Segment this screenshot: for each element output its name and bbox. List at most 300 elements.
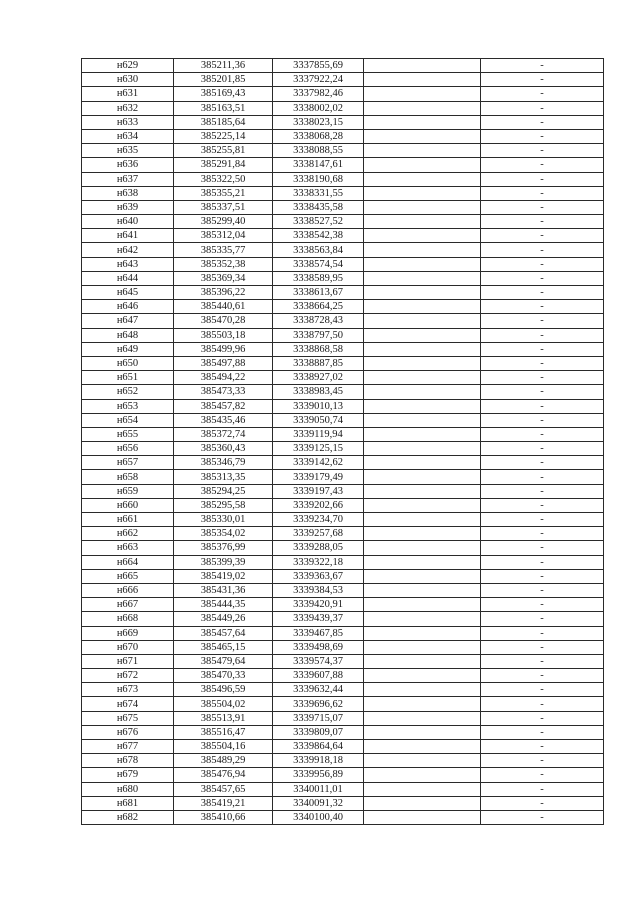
y-coordinate-cell: 3338435,58	[273, 200, 364, 214]
point-id-cell: н660	[82, 498, 174, 512]
table-row	[82, 385, 604, 399]
x-coordinate-cell: 385504,16	[174, 740, 273, 754]
y-coordinate-cell: 3340091,32	[273, 796, 364, 810]
point-id-cell: н630	[82, 73, 174, 87]
table-row	[82, 286, 604, 300]
table-row	[82, 612, 604, 626]
x-coordinate-cell: 385419,02	[174, 569, 273, 583]
point-id-cell: н662	[82, 527, 174, 541]
x-coordinate-cell: 385337,51	[174, 200, 273, 214]
dash-cell: -	[481, 754, 604, 768]
point-id-cell: н643	[82, 257, 174, 271]
table-row	[82, 583, 604, 597]
dash-cell: -	[481, 442, 604, 456]
dash-cell: -	[481, 768, 604, 782]
x-coordinate-cell: 385476,94	[174, 768, 273, 782]
dash-cell: -	[481, 243, 604, 257]
x-coordinate-cell: 385211,36	[174, 59, 273, 73]
x-coordinate-cell: 385352,38	[174, 257, 273, 271]
table-row	[82, 498, 604, 512]
table-row	[82, 158, 604, 172]
empty-cell	[364, 654, 481, 668]
point-id-cell: н663	[82, 541, 174, 555]
y-coordinate-cell: 3338887,85	[273, 356, 364, 370]
point-id-cell: н651	[82, 371, 174, 385]
table-row	[82, 144, 604, 158]
dash-cell: -	[481, 257, 604, 271]
table-row	[82, 598, 604, 612]
dash-cell: -	[481, 115, 604, 129]
table-row	[82, 342, 604, 356]
point-id-cell: н650	[82, 356, 174, 370]
point-id-cell: н667	[82, 598, 174, 612]
dash-cell: -	[481, 371, 604, 385]
x-coordinate-cell: 385163,51	[174, 101, 273, 115]
x-coordinate-cell: 385504,02	[174, 697, 273, 711]
empty-cell	[364, 129, 481, 143]
point-id-cell: н675	[82, 711, 174, 725]
table-row	[82, 271, 604, 285]
y-coordinate-cell: 3338868,58	[273, 342, 364, 356]
table-row	[82, 640, 604, 654]
point-id-cell: н647	[82, 314, 174, 328]
point-id-cell: н635	[82, 144, 174, 158]
table-row	[82, 200, 604, 214]
empty-cell	[364, 115, 481, 129]
x-coordinate-cell: 385354,02	[174, 527, 273, 541]
x-coordinate-cell: 385410,66	[174, 810, 273, 824]
point-id-cell: н629	[82, 59, 174, 73]
empty-cell	[364, 328, 481, 342]
x-coordinate-cell: 385470,28	[174, 314, 273, 328]
point-id-cell: н670	[82, 640, 174, 654]
dash-cell: -	[481, 342, 604, 356]
empty-cell	[364, 243, 481, 257]
x-coordinate-cell: 385457,65	[174, 782, 273, 796]
y-coordinate-cell: 3337922,24	[273, 73, 364, 87]
point-id-cell: н652	[82, 385, 174, 399]
y-coordinate-cell: 3337982,46	[273, 87, 364, 101]
table-row	[82, 300, 604, 314]
empty-cell	[364, 286, 481, 300]
y-coordinate-cell: 3339125,15	[273, 442, 364, 456]
empty-cell	[364, 101, 481, 115]
dash-cell: -	[481, 186, 604, 200]
table-row	[82, 484, 604, 498]
y-coordinate-cell: 3338542,38	[273, 229, 364, 243]
empty-cell	[364, 768, 481, 782]
y-coordinate-cell: 3339363,67	[273, 569, 364, 583]
y-coordinate-cell: 3338147,61	[273, 158, 364, 172]
point-id-cell: н653	[82, 399, 174, 413]
x-coordinate-cell: 385489,29	[174, 754, 273, 768]
x-coordinate-cell: 385503,18	[174, 328, 273, 342]
table-row	[82, 513, 604, 527]
empty-cell	[364, 314, 481, 328]
dash-cell: -	[481, 314, 604, 328]
y-coordinate-cell: 3339809,07	[273, 725, 364, 739]
dash-cell: -	[481, 569, 604, 583]
x-coordinate-cell: 385465,15	[174, 640, 273, 654]
empty-cell	[364, 172, 481, 186]
x-coordinate-cell: 385396,22	[174, 286, 273, 300]
point-id-cell: н666	[82, 583, 174, 597]
dash-cell: -	[481, 73, 604, 87]
y-coordinate-cell: 3338190,68	[273, 172, 364, 186]
table-row	[82, 172, 604, 186]
x-coordinate-cell: 385494,22	[174, 371, 273, 385]
x-coordinate-cell: 385291,84	[174, 158, 273, 172]
empty-cell	[364, 569, 481, 583]
empty-cell	[364, 144, 481, 158]
point-id-cell: н658	[82, 470, 174, 484]
point-id-cell: н637	[82, 172, 174, 186]
empty-cell	[364, 342, 481, 356]
table-row	[82, 101, 604, 115]
point-id-cell: н672	[82, 669, 174, 683]
table-row	[82, 654, 604, 668]
empty-cell	[364, 427, 481, 441]
y-coordinate-cell: 3339119,94	[273, 427, 364, 441]
y-coordinate-cell: 3339918,18	[273, 754, 364, 768]
y-coordinate-cell: 3338927,02	[273, 371, 364, 385]
dash-cell: -	[481, 654, 604, 668]
empty-cell	[364, 796, 481, 810]
table-row	[82, 810, 604, 824]
empty-cell	[364, 541, 481, 555]
point-id-cell: н634	[82, 129, 174, 143]
x-coordinate-cell: 385225,14	[174, 129, 273, 143]
x-coordinate-cell: 385201,85	[174, 73, 273, 87]
dash-cell: -	[481, 796, 604, 810]
dash-cell: -	[481, 612, 604, 626]
dash-cell: -	[481, 513, 604, 527]
dash-cell: -	[481, 555, 604, 569]
x-coordinate-cell: 385499,96	[174, 342, 273, 356]
y-coordinate-cell: 3338527,52	[273, 215, 364, 229]
point-id-cell: н640	[82, 215, 174, 229]
table-row	[82, 740, 604, 754]
y-coordinate-cell: 3339439,37	[273, 612, 364, 626]
empty-cell	[364, 356, 481, 370]
y-coordinate-cell: 3339288,05	[273, 541, 364, 555]
coordinates-table	[81, 58, 604, 825]
point-id-cell: н656	[82, 442, 174, 456]
y-coordinate-cell: 3339234,70	[273, 513, 364, 527]
y-coordinate-cell: 3339384,53	[273, 583, 364, 597]
dash-cell: -	[481, 484, 604, 498]
empty-cell	[364, 413, 481, 427]
y-coordinate-cell: 3340011,01	[273, 782, 364, 796]
table-row	[82, 754, 604, 768]
y-coordinate-cell: 3339179,49	[273, 470, 364, 484]
y-coordinate-cell: 3338331,55	[273, 186, 364, 200]
y-coordinate-cell: 3338797,50	[273, 328, 364, 342]
empty-cell	[364, 215, 481, 229]
dash-cell: -	[481, 144, 604, 158]
x-coordinate-cell: 385299,40	[174, 215, 273, 229]
y-coordinate-cell: 3339864,64	[273, 740, 364, 754]
x-coordinate-cell: 385322,50	[174, 172, 273, 186]
empty-cell	[364, 740, 481, 754]
dash-cell: -	[481, 101, 604, 115]
table-row	[82, 186, 604, 200]
y-coordinate-cell: 3339696,62	[273, 697, 364, 711]
empty-cell	[364, 640, 481, 654]
y-coordinate-cell: 3338613,67	[273, 286, 364, 300]
table-row	[82, 115, 604, 129]
point-id-cell: н644	[82, 271, 174, 285]
point-id-cell: н679	[82, 768, 174, 782]
x-coordinate-cell: 385457,64	[174, 626, 273, 640]
table-row	[82, 711, 604, 725]
x-coordinate-cell: 385444,35	[174, 598, 273, 612]
table-row	[82, 683, 604, 697]
table-row	[82, 555, 604, 569]
empty-cell	[364, 456, 481, 470]
dash-cell: -	[481, 725, 604, 739]
table-row	[82, 725, 604, 739]
x-coordinate-cell: 385513,91	[174, 711, 273, 725]
empty-cell	[364, 257, 481, 271]
table-row	[82, 215, 604, 229]
y-coordinate-cell: 3339715,07	[273, 711, 364, 725]
empty-cell	[364, 683, 481, 697]
y-coordinate-cell: 3338664,25	[273, 300, 364, 314]
dash-cell: -	[481, 158, 604, 172]
empty-cell	[364, 371, 481, 385]
dash-cell: -	[481, 527, 604, 541]
dash-cell: -	[481, 286, 604, 300]
table-row	[82, 229, 604, 243]
point-id-cell: н680	[82, 782, 174, 796]
table-row	[82, 782, 604, 796]
dash-cell: -	[481, 200, 604, 214]
x-coordinate-cell: 385346,79	[174, 456, 273, 470]
dash-cell: -	[481, 498, 604, 512]
point-id-cell: н632	[82, 101, 174, 115]
y-coordinate-cell: 3338574,54	[273, 257, 364, 271]
table-row	[82, 456, 604, 470]
point-id-cell: н633	[82, 115, 174, 129]
empty-cell	[364, 513, 481, 527]
y-coordinate-cell: 3339467,85	[273, 626, 364, 640]
table-row	[82, 427, 604, 441]
empty-cell	[364, 186, 481, 200]
table-row	[82, 626, 604, 640]
empty-cell	[364, 527, 481, 541]
dash-cell: -	[481, 129, 604, 143]
y-coordinate-cell: 3337855,69	[273, 59, 364, 73]
y-coordinate-cell: 3338088,55	[273, 144, 364, 158]
x-coordinate-cell: 385360,43	[174, 442, 273, 456]
point-id-cell: н678	[82, 754, 174, 768]
dash-cell: -	[481, 399, 604, 413]
table-row	[82, 59, 604, 73]
dash-cell: -	[481, 541, 604, 555]
table-row	[82, 527, 604, 541]
empty-cell	[364, 484, 481, 498]
x-coordinate-cell: 385473,33	[174, 385, 273, 399]
x-coordinate-cell: 385372,74	[174, 427, 273, 441]
x-coordinate-cell: 385255,81	[174, 144, 273, 158]
table-row	[82, 129, 604, 143]
dash-cell: -	[481, 413, 604, 427]
y-coordinate-cell: 3338023,15	[273, 115, 364, 129]
point-id-cell: н638	[82, 186, 174, 200]
dash-cell: -	[481, 697, 604, 711]
y-coordinate-cell: 3339050,74	[273, 413, 364, 427]
y-coordinate-cell: 3340100,40	[273, 810, 364, 824]
y-coordinate-cell: 3339498,69	[273, 640, 364, 654]
dash-cell: -	[481, 669, 604, 683]
table-row	[82, 541, 604, 555]
empty-cell	[364, 612, 481, 626]
table-row	[82, 569, 604, 583]
empty-cell	[364, 810, 481, 824]
x-coordinate-cell: 385449,26	[174, 612, 273, 626]
point-id-cell: н657	[82, 456, 174, 470]
point-id-cell: н665	[82, 569, 174, 583]
point-id-cell: н645	[82, 286, 174, 300]
y-coordinate-cell: 3339956,89	[273, 768, 364, 782]
table-row	[82, 399, 604, 413]
x-coordinate-cell: 385516,47	[174, 725, 273, 739]
table-row	[82, 413, 604, 427]
table-row	[82, 669, 604, 683]
point-id-cell: н655	[82, 427, 174, 441]
dash-cell: -	[481, 711, 604, 725]
table-row	[82, 257, 604, 271]
point-id-cell: н671	[82, 654, 174, 668]
dash-cell: -	[481, 427, 604, 441]
dash-cell: -	[481, 626, 604, 640]
point-id-cell: н649	[82, 342, 174, 356]
dash-cell: -	[481, 640, 604, 654]
point-id-cell: н664	[82, 555, 174, 569]
x-coordinate-cell: 385440,61	[174, 300, 273, 314]
empty-cell	[364, 697, 481, 711]
x-coordinate-cell: 385497,88	[174, 356, 273, 370]
table-row	[82, 470, 604, 484]
x-coordinate-cell: 385419,21	[174, 796, 273, 810]
dash-cell: -	[481, 598, 604, 612]
dash-cell: -	[481, 456, 604, 470]
coordinates-table-body	[82, 59, 604, 825]
dash-cell: -	[481, 583, 604, 597]
dash-cell: -	[481, 229, 604, 243]
empty-cell	[364, 498, 481, 512]
x-coordinate-cell: 385369,34	[174, 271, 273, 285]
dash-cell: -	[481, 215, 604, 229]
point-id-cell: н668	[82, 612, 174, 626]
y-coordinate-cell: 3339197,43	[273, 484, 364, 498]
x-coordinate-cell: 385399,39	[174, 555, 273, 569]
empty-cell	[364, 555, 481, 569]
empty-cell	[364, 300, 481, 314]
x-coordinate-cell: 385496,59	[174, 683, 273, 697]
x-coordinate-cell: 385295,58	[174, 498, 273, 512]
point-id-cell: н676	[82, 725, 174, 739]
y-coordinate-cell: 3338563,84	[273, 243, 364, 257]
empty-cell	[364, 87, 481, 101]
x-coordinate-cell: 385313,35	[174, 470, 273, 484]
y-coordinate-cell: 3339632,44	[273, 683, 364, 697]
table-row	[82, 796, 604, 810]
x-coordinate-cell: 385185,64	[174, 115, 273, 129]
y-coordinate-cell: 3339010,13	[273, 399, 364, 413]
point-id-cell: н648	[82, 328, 174, 342]
y-coordinate-cell: 3339420,91	[273, 598, 364, 612]
y-coordinate-cell: 3338068,28	[273, 129, 364, 143]
x-coordinate-cell: 385312,04	[174, 229, 273, 243]
empty-cell	[364, 470, 481, 484]
point-id-cell: н661	[82, 513, 174, 527]
point-id-cell: н641	[82, 229, 174, 243]
dash-cell: -	[481, 810, 604, 824]
table-row	[82, 371, 604, 385]
point-id-cell: н636	[82, 158, 174, 172]
empty-cell	[364, 583, 481, 597]
empty-cell	[364, 229, 481, 243]
point-id-cell: н677	[82, 740, 174, 754]
y-coordinate-cell: 3338589,95	[273, 271, 364, 285]
empty-cell	[364, 158, 481, 172]
x-coordinate-cell: 385376,99	[174, 541, 273, 555]
dash-cell: -	[481, 385, 604, 399]
point-id-cell: н654	[82, 413, 174, 427]
dash-cell: -	[481, 328, 604, 342]
x-coordinate-cell: 385479,64	[174, 654, 273, 668]
point-id-cell: н646	[82, 300, 174, 314]
table-row	[82, 442, 604, 456]
point-id-cell: н674	[82, 697, 174, 711]
point-id-cell: н669	[82, 626, 174, 640]
dash-cell: -	[481, 782, 604, 796]
table-row	[82, 328, 604, 342]
point-id-cell: н659	[82, 484, 174, 498]
empty-cell	[364, 626, 481, 640]
y-coordinate-cell: 3339574,37	[273, 654, 364, 668]
empty-cell	[364, 598, 481, 612]
empty-cell	[364, 725, 481, 739]
point-id-cell: н642	[82, 243, 174, 257]
y-coordinate-cell: 3339202,66	[273, 498, 364, 512]
empty-cell	[364, 399, 481, 413]
dash-cell: -	[481, 683, 604, 697]
table-row	[82, 243, 604, 257]
table-row	[82, 768, 604, 782]
dash-cell: -	[481, 271, 604, 285]
dash-cell: -	[481, 59, 604, 73]
empty-cell	[364, 754, 481, 768]
empty-cell	[364, 782, 481, 796]
y-coordinate-cell: 3339322,18	[273, 555, 364, 569]
dash-cell: -	[481, 470, 604, 484]
y-coordinate-cell: 3339257,68	[273, 527, 364, 541]
dash-cell: -	[481, 356, 604, 370]
empty-cell	[364, 711, 481, 725]
x-coordinate-cell: 385335,77	[174, 243, 273, 257]
empty-cell	[364, 669, 481, 683]
y-coordinate-cell: 3339607,88	[273, 669, 364, 683]
table-row	[82, 314, 604, 328]
y-coordinate-cell: 3338983,45	[273, 385, 364, 399]
table-row	[82, 73, 604, 87]
x-coordinate-cell: 385470,33	[174, 669, 273, 683]
table-row	[82, 356, 604, 370]
empty-cell	[364, 271, 481, 285]
